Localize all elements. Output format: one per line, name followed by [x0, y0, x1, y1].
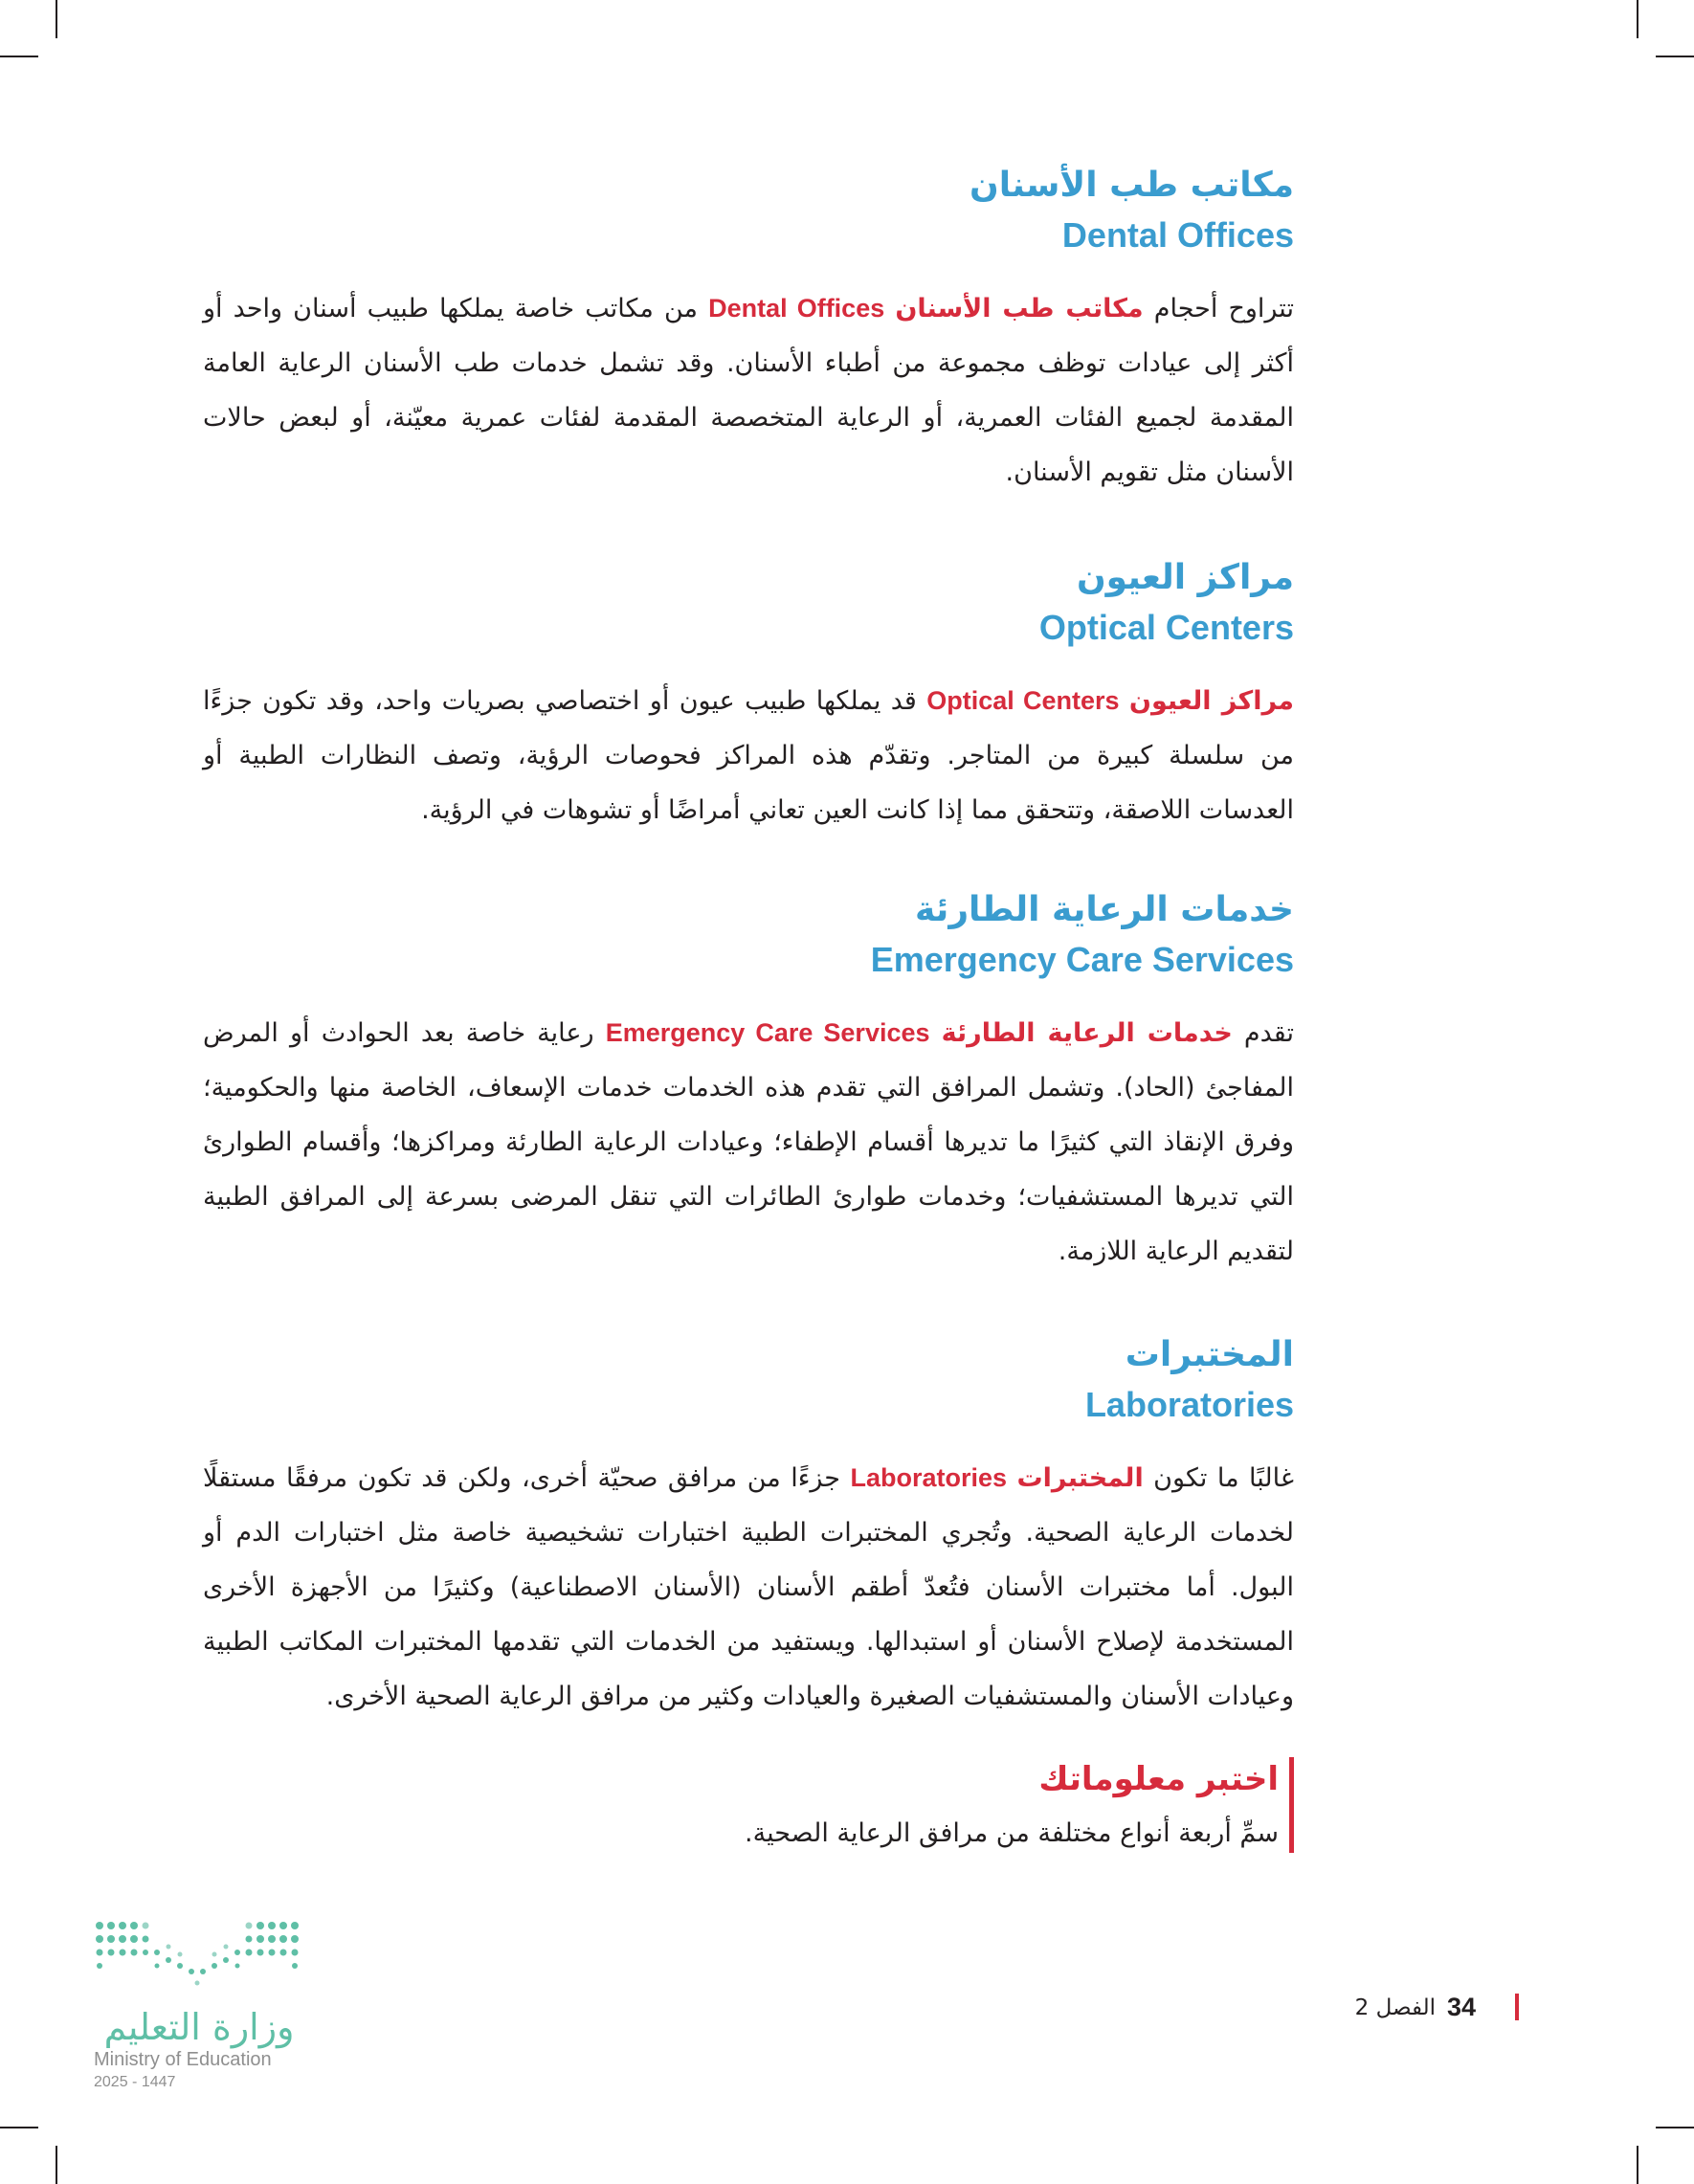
crop-mark	[1637, 0, 1638, 38]
section-optical-centers	[203, 555, 1294, 837]
crop-mark	[1656, 56, 1694, 57]
quiz-accent-bar	[1289, 1757, 1294, 1853]
section-title-en: Emergency Care Services	[870, 940, 1294, 979]
paragraph-text: تقدم	[1232, 1018, 1294, 1048]
logo-year: 2025 - 1447	[94, 2074, 176, 2090]
crop-mark	[56, 0, 57, 38]
section-emergency-care	[203, 887, 1294, 1279]
paragraph-text: جزءًا من مرافق صحيّة أخرى، ولكن قد تكون مرفقًا مستقلًا لخدمات الرعاية الصحية. وتُجري المختبرات الطبية اختبارات تشخيصية خاصة مثل اختبارات الدم أو البول. أما مختبرات الأسنان فتُعدّ أطقم الأسنان (الأسنان الاصطناعية) وكثيرًا من الأجهزة الأخرى المستخدمة لإصلاح الأسنان أو استبدالها. ويستفيد من الخدمات التي تقدمها المختبرات المكاتب الطبية وعيادات الأسنان والمستشفيات الصغيرة والعيادات وكثير من مرافق الرعاية الصحية الأخرى.	[203, 1463, 1294, 1711]
keyword-ar: مكاتب طب الأسنان	[895, 294, 1144, 323]
section-paragraph	[203, 1006, 1294, 1279]
paragraph-text: رعاية خاصة بعد الحوادث أو المرض المفاجئ (الحاد). وتشمل المرافق التي تقدم هذه الخدمات خدمات الإسعاف، الخاصة منها والحكومية؛ وفرق الإنقاذ التي كثيرًا ما تديرها أقسام الإطفاء؛ وعيادات الرعاية الطارئة ومراكزها؛ وأقسام الطوارئ التي تديرها المستشفيات؛ وخدمات طوارئ الطائرات التي تنقل المرضى بسرعة إلى المرافق الطبية لتقديم الرعاية اللازمة.	[203, 1018, 1294, 1266]
section-laboratories	[203, 1332, 1294, 1724]
chapter-label: الفصل 2	[1354, 1995, 1436, 2020]
paragraph-text: من مكاتب خاصة يملكها طبيب أسنان واحد أو أكثر إلى عيادات توظف مجموعة من أطباء الأسنان. وقد تشمل خدمات طب الأسنان الرعاية العامة المقدمة لجميع الفئات العمرية، أو الرعاية المتخصصة المقدمة لفئات عمرية معيّنة، أو لبعض حالات الأسنان مثل تقويم الأسنان.	[203, 294, 1294, 487]
ministry-logo	[94, 1918, 304, 2090]
logo-name-en: Ministry of Education	[94, 2049, 272, 2070]
section-title-ar: مراكز العيون	[1076, 558, 1294, 597]
paragraph-text: تتراوح أحجام	[1143, 294, 1294, 323]
footer-accent-bar	[1515, 1994, 1519, 2020]
section-title-ar: المختبرات	[1125, 1335, 1294, 1374]
keyword-ar: المختبرات	[1016, 1463, 1144, 1493]
keyword-en: Emergency Care Services	[605, 1018, 930, 1047]
crop-mark	[1656, 2127, 1694, 2128]
section-title-ar: خدمات الرعاية الطارئة	[914, 890, 1294, 929]
section-paragraph	[203, 1451, 1294, 1724]
paragraph-text: غالبًا ما تكون	[1143, 1463, 1294, 1493]
section-title-en: Laboratories	[1084, 1385, 1294, 1424]
crop-mark	[0, 56, 38, 57]
page-number: 34	[1447, 1993, 1477, 2021]
keyword-en: Optical Centers	[926, 686, 1120, 715]
logo-name-ar: وزارة التعليم	[103, 2006, 295, 2048]
main-content	[203, 163, 1294, 1724]
section-title-en: Dental Offices	[1061, 215, 1294, 255]
logo-dots-icon	[94, 1918, 304, 2004]
section-paragraph	[203, 281, 1294, 500]
section-dental-offices	[203, 163, 1294, 500]
quiz-question: سمِّ أربعة أنواع مختلفة من مرافق الرعاية الصحية.	[745, 1818, 1279, 1848]
crop-mark	[1637, 2146, 1638, 2184]
crop-mark	[0, 2127, 38, 2128]
keyword-en: Laboratories	[850, 1463, 1008, 1492]
section-title-en: Optical Centers	[1038, 608, 1294, 647]
paragraph-text: قد يملكها طبيب عيون أو اختصاصي بصريات واحد، وقد تكون جزءًا من سلسلة كبيرة من المتاجر. وتقدّم هذه المراكز فحوصات الرؤية، وتصف النظارات الطبية أو العدسات اللاصقة، وتتحقق مما إذا كانت العين تعاني أمراضًا أو تشوهات في الرؤية.	[203, 686, 1294, 825]
quiz-title: اختبر معلوماتك	[1038, 1760, 1279, 1798]
section-paragraph	[203, 674, 1294, 837]
keyword-ar: مراكز العيون	[1128, 686, 1294, 716]
section-title-ar: مكاتب طب الأسنان	[970, 166, 1294, 205]
keyword-en: Dental Offices	[708, 294, 885, 323]
crop-mark	[56, 2146, 57, 2184]
keyword-ar: خدمات الرعاية الطارئة	[941, 1018, 1233, 1048]
